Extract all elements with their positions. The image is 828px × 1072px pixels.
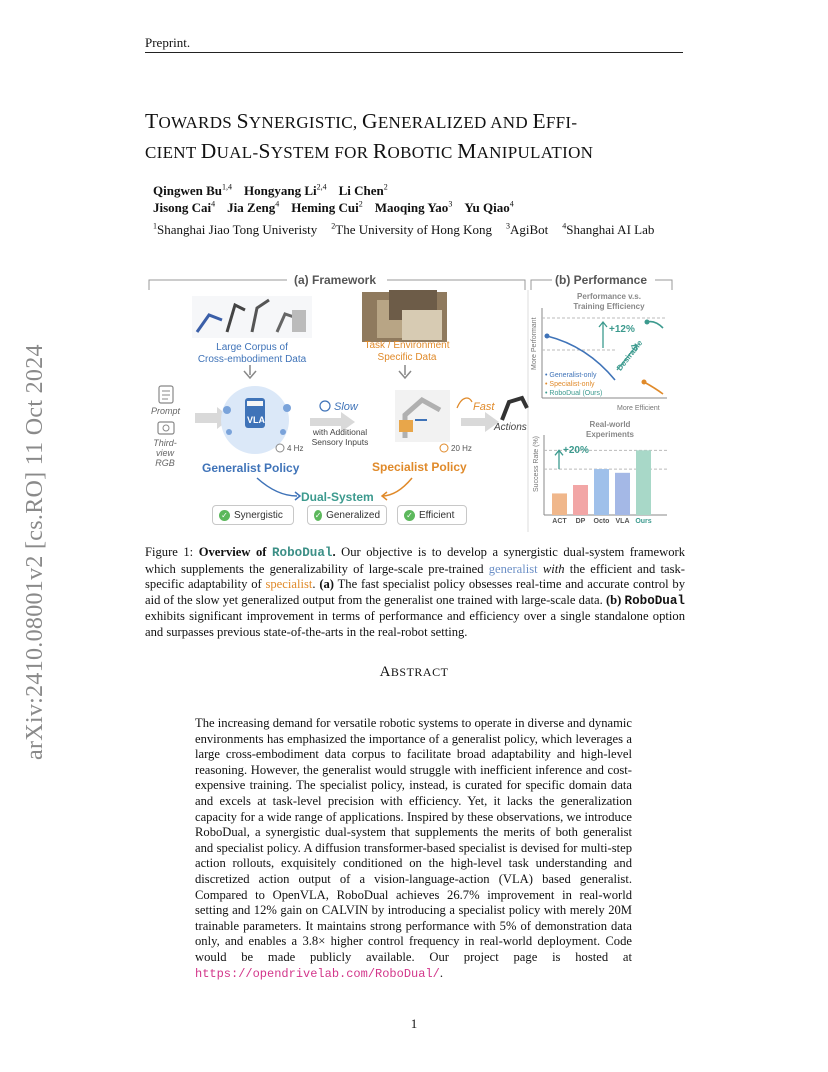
- arxiv-stamp: arXiv:2410.08001v2 [cs.RO] 11 Oct 2024: [22, 344, 48, 760]
- affiliation: $^2$The University of Hong Kong: [331, 222, 492, 238]
- chip-label: Generalized: [326, 509, 380, 521]
- caption-s1: Our objective is to develop a synergistic dual-system framework which supplements the generalizability of large-scale pre-trained: [145, 545, 685, 576]
- performance-bracket-right: [655, 280, 672, 290]
- author-name: Yu Qiao$^4$: [464, 200, 514, 216]
- author-name: Li Chen$^2$: [338, 183, 388, 199]
- affiliation: $^4$Shanghai AI Lab: [562, 222, 655, 238]
- chip-label: Efficient: [419, 509, 455, 521]
- title-word: MANIPULATION: [457, 139, 594, 163]
- author-name: Jia Zeng$^4$: [227, 200, 280, 216]
- abstract-heading-big: A: [379, 664, 391, 680]
- actions-label: Actions: [494, 422, 527, 433]
- bar-vla: [615, 473, 630, 515]
- fast-label: Fast: [473, 401, 495, 413]
- abstract-heading-small: BSTRACT: [390, 665, 449, 679]
- rw-chart-title: [575, 420, 645, 440]
- title-word: SYNERGISTIC,: [236, 109, 362, 133]
- vla-label: VLA: [247, 415, 265, 425]
- author-name: Heming Cui$^2$: [291, 200, 363, 216]
- header-rule: [145, 52, 683, 53]
- framework-label: (a) Framework: [294, 273, 377, 287]
- task-text-2: Specific Data: [377, 352, 437, 363]
- more-performant-label: More Performant: [531, 317, 538, 370]
- prompt-label: Prompt: [151, 406, 181, 416]
- check-icon: ✓: [219, 510, 230, 521]
- figure-1: [147, 270, 687, 535]
- clock-icon-fast: [440, 444, 448, 452]
- specialist-policy-label: Specialist Policy: [372, 460, 467, 474]
- additional-inputs: [305, 427, 375, 447]
- corpus-text-1: Large Corpus of: [216, 342, 288, 353]
- bar-label-octo: Octo: [593, 518, 610, 525]
- figure-caption: Figure 1: Overview of RoboDual. Our objective is to develop a synergistic dual-system framework which supplements the generalizability of large-scale pre-trained generalist with the efficient and task-specific adaptability of specialist. (a) The fast specialist policy obsesses real-time and accurate control by aid of the slow yet generalized output from the generalist one trained with large-scale data. (b) RoboDual exhibits significant improvement in terms of performance and efficiency over a single standalone option and surpasses previous state-of-the-arts in the real-robot setting.: [145, 545, 686, 639]
- additional-inputs-2: Sensory Inputs: [311, 437, 369, 447]
- affiliation: $^3$AgiBot: [505, 222, 549, 238]
- slow-label: Slow: [334, 401, 358, 413]
- fast-rabbit-icon: [457, 398, 472, 408]
- abstract-heading: [0, 664, 828, 681]
- robot-arms-image: [192, 296, 312, 338]
- title-word: TOWARDS: [145, 109, 237, 133]
- abstract-body: [195, 716, 632, 982]
- framework-bracket-right: [387, 280, 525, 290]
- check-icon: ✓: [314, 510, 322, 520]
- dual-arrow-left: [257, 478, 297, 496]
- rw-title-1: Real-world: [589, 420, 631, 429]
- feature-chip-efficient: [397, 505, 467, 525]
- bar-ours: [636, 450, 651, 515]
- clock-icon-slow: [276, 444, 284, 452]
- caption-b-label: (b): [605, 592, 622, 607]
- chip-label: Synergistic: [234, 509, 283, 521]
- author-name: Hongyang Li$^{2,4}$: [244, 183, 327, 199]
- down-arrow-task: [399, 365, 411, 378]
- title-word: FOR: [334, 143, 373, 162]
- affiliation: $^1$Shanghai Jiao Tong Univeristy: [153, 222, 318, 238]
- freq-slow: 4 Hz: [287, 444, 304, 453]
- plus20-arrow: [555, 450, 563, 469]
- title-line-1: [145, 107, 690, 137]
- thirdview-text-1: Third-view: [153, 438, 177, 458]
- title-word: EFFI-: [532, 109, 578, 133]
- bar-label-vla: VLA: [615, 518, 630, 525]
- check-icon: ✓: [404, 510, 415, 521]
- feature-chip-generalized: [307, 505, 387, 525]
- title-word: ROBOTIC: [372, 139, 458, 163]
- success-rate-label: Success Rate (%): [533, 435, 540, 492]
- caption-name: RoboDual: [271, 546, 333, 560]
- page-number: 1: [410, 1016, 418, 1031]
- author-name: Jisong Cai$^4$: [153, 200, 216, 216]
- caption-fig-label: Figure 1:: [145, 545, 194, 559]
- title-line-2: [145, 137, 690, 167]
- performance-bracket-left: [531, 280, 552, 290]
- framework-bracket-left: [149, 280, 287, 290]
- corpus-text-2: Cross-embodiment Data: [197, 354, 307, 365]
- camera-icon: [158, 422, 174, 434]
- paper-title: [145, 107, 690, 167]
- freq-fast: 20 Hz: [451, 444, 472, 453]
- caption-s2: the efficient and task-specific adaptability of: [145, 561, 685, 592]
- legend-item: • RoboDual (Ours): [545, 390, 603, 397]
- dual-system-label: Dual-System: [301, 490, 374, 504]
- thirdview-label: [147, 438, 183, 468]
- bar-act: [552, 493, 567, 515]
- affiliations: [153, 222, 668, 238]
- task-caption: [357, 340, 457, 364]
- bar-label-dp: DP: [575, 518, 586, 525]
- title-word: CIENT: [145, 143, 201, 162]
- caption-a-label: (a): [319, 577, 334, 592]
- slow-gear-icon: [320, 401, 330, 411]
- caption-generalist: generalist: [488, 561, 538, 576]
- corpus-caption: [187, 342, 317, 366]
- perf-title-2: Training Efficiency: [573, 302, 645, 311]
- rw-title-2: Experiments: [585, 430, 635, 439]
- action-robot-icon: [502, 398, 527, 420]
- author-name: Maoqing Yao$^3$: [374, 200, 453, 216]
- legend-item: • Generalist-only: [545, 372, 597, 379]
- caption-name-2: RoboDual: [624, 593, 685, 608]
- bar-label-act: ACT: [552, 518, 567, 525]
- thirdview-text-2: RGB: [155, 458, 175, 468]
- title-word: DUAL-: [200, 139, 259, 163]
- caption-s4: exhibits significant improvement in terms of performance and efficiency over a single standalone option and surpasses previous state-of-the-arts in the real-robot setting.: [145, 609, 685, 639]
- additional-inputs-1: with Additional: [312, 427, 368, 437]
- bar-octo: [594, 469, 609, 515]
- generalist-policy-label: Generalist Policy: [202, 461, 300, 475]
- bar-label-ours: Ours: [635, 518, 652, 525]
- legend-item: • Specialist-only: [545, 381, 595, 388]
- preprint-label: Preprint.: [145, 35, 191, 50]
- title-word: GENERALIZED: [362, 109, 491, 133]
- plus20-label: +20%: [563, 445, 589, 456]
- title-word: AND: [490, 113, 533, 132]
- caption-specialist: specialist: [265, 577, 313, 592]
- caption-with: with: [542, 561, 565, 576]
- desirable-label: Desirable: [615, 338, 645, 373]
- performance-label: (b) Performance: [555, 273, 648, 287]
- plus12-label: +12%: [609, 324, 635, 335]
- task-text-1: Task / Environment: [364, 340, 450, 351]
- project-page-link[interactable]: https://opendrivelab.com/RoboDual/: [195, 966, 440, 981]
- author-line-2: [153, 200, 526, 216]
- abstract-text: The increasing demand for versatile robotic systems to operate in diverse and dynamic environments has emphasized the importance of a generalist policy, which leverages a large cross-embodiment data corpus to facilitate broad adaptability and high-level reasoning. However, the generalist would struggle with inefficient inference and cost-expensive training. The specialist policy, instead, is curated for specific domain data and excels at task-level precision with efficiency. Yet, it lacks the generalization capacity for a wide range of applications. Inspired by these observations, we introduce RoboDual, a synergistic dual-system that supplements the merits of both generalist and specialist policy. A diffusion transformer-based specialist is devised for multi-step action rollouts, exquisitely conditioned on the high-level task understanding and discretized action output of a vision-language-action (VLA) based generalist. Compared to OpenVLA, RoboDual achieves 26.7% improvement in real-world setting and 12% gain on CALVIN by introducing a specialist policy with merely 20M trainable parameters. It maintains strong performance with 5% of demonstration data only, and enables a 3.8× higher control frequency in real-world deployment. Code would be made publicly available. Our project page is hosted at: [195, 716, 632, 964]
- author-line-1: [153, 183, 400, 199]
- feature-chip-synergistic: [212, 505, 294, 525]
- down-arrow-corpus: [244, 365, 256, 378]
- author-name: Qingwen Bu$^{1,4}$: [153, 183, 232, 199]
- more-efficient-label: More Efficient: [617, 405, 660, 412]
- perf-legend: [545, 371, 602, 398]
- abstract-end: .: [439, 965, 443, 980]
- caption-s3: The fast specialist policy obsesses real-time and accurate control by aid of the slow yet generalized output from the generalist one trained with large-scale data.: [145, 577, 686, 607]
- specialist-curve: [644, 382, 663, 394]
- bar-dp: [573, 485, 588, 515]
- caption-bold-lead: Overview of: [198, 545, 267, 559]
- perf-chart-title: [559, 292, 659, 312]
- perf-title-1: Performance v.s.: [577, 292, 641, 301]
- title-word: SYSTEM: [258, 139, 335, 163]
- task-env-photos: [362, 290, 447, 342]
